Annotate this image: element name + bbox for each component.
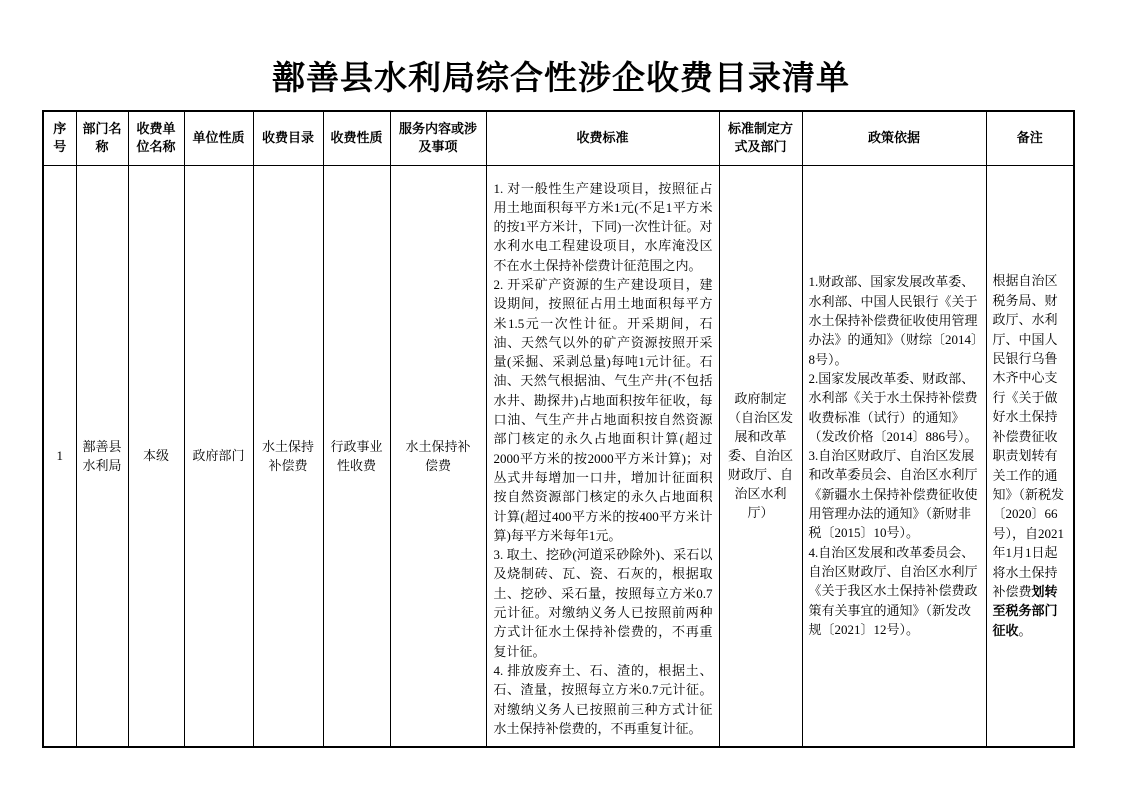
table-row (43, 165, 1074, 747)
cell-standard-maker: 政府制定（自治区发展和改革委、自治区财政厅、自治区水利厅） (719, 165, 802, 747)
policy-basis-item-2: 2.国家发展改革委、财政部、水利部《关于水土保持补偿费收费标准（试行）的通知》（发改价格〔2014〕886号）。 (808, 370, 978, 444)
fee-standard-item-2: 2. 开采矿产资源的生产建设项目，建设期间，按照征占用土地面积每平方米1.5元一次性计征。开采期间，石油、天然气以外的矿产资源按照开采量(采掘、采剥总量)每吨1元计征。石油、天然气根据油、气生产井(不包括水井、勘探井)占地面积按年征收，每口油、气生产井占地面积按自然资源部门核定的永久占地面积计算(超过2000平方米的按2000平方米计算)；对丛式井每增加一口井，增加计征面积按自然资源部门核定的永久占地面积计算(超过400平方米的按400平方米计算)每平方米每年1元。 (493, 276, 713, 543)
remark-text: 根据自治区税务局、财政厅、水利厅、中国人民银行乌鲁木齐中心支行《关于做好水土保持补偿费征收职责划转有关工作的通知》（新税发〔2020〕66号），自2021年1月1日起将水土保持补偿费 (992, 273, 1065, 599)
fee-standard-item-1: 1. 对一般性生产建设项目，按照征占用土地面积每平方米1元(不足1平方米的按1平方米计，下同)一次性计征。对水利水电工程建设项目，水库淹没区不在水土保持补偿费计征范围之内。 (493, 180, 713, 273)
header-standard-maker: 标准制定方式及部门 (719, 111, 802, 165)
policy-basis-item-3: 3.自治区财政厅、自治区发展和改革委员会、自治区水利厅《新疆水土保持补偿费征收使用管理办法的通知》（新财非税〔2015〕10号）。 (808, 448, 978, 541)
remark-end: 。 (1018, 622, 1032, 638)
header-service-item: 服务内容或涉及事项 (390, 111, 486, 165)
fee-standard-item-4: 4. 排放废弃土、石、渣的，根据土、石、渣量，按照每立方米0.7元计征。对缴纳义务人已按照前三种方式计征水土保持补偿费的，不再重复计征。 (493, 662, 713, 736)
remark-bold-text: 划转至税务部门征收 (992, 583, 1058, 638)
cell-remark (986, 165, 1074, 747)
header-policy-basis: 政策依据 (802, 111, 986, 165)
policy-basis-item-4: 4.自治区发展和改革委员会、自治区财政厅、自治区水利厅《关于我区水土保持补偿费政策有关事宜的通知》（新发改规〔2021〕12号）。 (808, 544, 978, 637)
header-fee-standard: 收费标准 (486, 111, 719, 165)
header-fee-nature: 收费性质 (323, 111, 390, 165)
fee-standard-item-3: 3. 取土、挖砂(河道采砂除外)、采石以及烧制砖、瓦、瓷、石灰的，根据取土、挖砂、采石量，按照每立方米0.7元计征。对缴纳义务人已按照前两种方式计征水土保持补偿费的，不再重复计征。 (493, 547, 713, 659)
policy-basis-item-1: 1.财政部、国家发展改革委、水利部、中国人民银行《关于水土保持补偿费征收使用管理办法》的通知》（财综〔2014〕8号）。 (808, 274, 978, 367)
cell-service-item: 水土保持补偿费 (390, 165, 486, 747)
cell-seq: 1 (43, 165, 76, 747)
cell-unit-name: 本级 (128, 165, 184, 747)
cell-fee-standard (486, 165, 719, 747)
header-seq: 序号 (43, 111, 76, 165)
header-remark: 备注 (986, 111, 1074, 165)
header-unit-name: 收费单位名称 (128, 111, 184, 165)
cell-policy-basis (802, 165, 986, 747)
fee-catalog-table (42, 110, 1075, 748)
table-header-row (43, 111, 1074, 165)
header-unit-nature: 单位性质 (184, 111, 253, 165)
cell-fee-nature: 行政事业性收费 (323, 165, 390, 747)
header-department: 部门名称 (76, 111, 128, 165)
header-fee-catalog: 收费目录 (253, 111, 323, 165)
cell-fee-catalog: 水土保持补偿费 (253, 165, 323, 747)
cell-department: 鄯善县水利局 (76, 165, 128, 747)
page-title: 鄯善县水利局综合性涉企收费目录清单 (272, 61, 850, 97)
cell-unit-nature: 政府部门 (184, 165, 253, 747)
